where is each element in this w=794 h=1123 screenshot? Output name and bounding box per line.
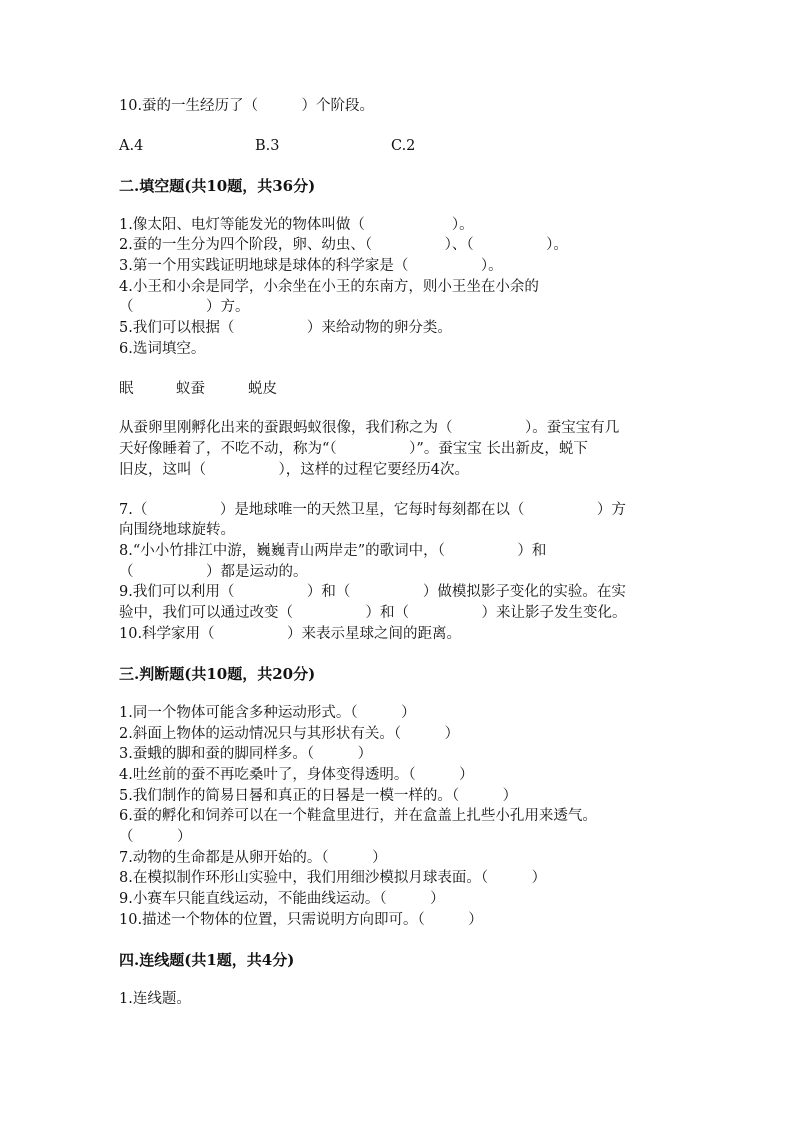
option-c: C.2 xyxy=(391,138,416,154)
option-b: B.3 xyxy=(255,138,280,154)
fill-line: 向围绕地球旋转。 xyxy=(119,522,235,538)
word-choice: 蚁蚕 xyxy=(176,381,205,397)
option-a: A.4 xyxy=(119,138,144,154)
fill-line: 1.像太阳、电灯等能发光的物体叫做（ ）。 xyxy=(119,217,474,233)
word-choice: 眠 xyxy=(119,381,134,397)
word-choice: 蜕皮 xyxy=(248,381,277,397)
judge-line: 9.小赛车只能直线运动，不能曲线运动。（ ） xyxy=(119,891,445,907)
judge-line: 10.描述一个物体的位置，只需说明方向即可。（ ） xyxy=(119,912,483,928)
fill-line: 验中，我们可以通过改变（ ）和（ ）来让影子发生变化。 xyxy=(119,605,627,621)
judge-line: 4.吐丝前的蚕不再吃桑叶了，身体变得透明。（ ） xyxy=(119,767,474,783)
judge-line: 5.我们制作的简易日晷和真正的日晷是一模一样的。（ ） xyxy=(119,788,518,804)
judge-line: （ ） xyxy=(119,829,192,845)
paragraph-line: 从蚕卵里刚孵化出来的蚕跟蚂蚁很像，我们称之为（ ）。蚕宝宝有几 xyxy=(119,420,620,436)
fill-line: 4.小王和小余是同学，小余坐在小王的东南方，则小王坐在小余的 xyxy=(119,279,539,295)
paragraph-line: 天好像睡着了，不吃不动，称为“（ ）”。蚕宝宝 长出新皮，蜕下 xyxy=(119,441,588,457)
section-3-heading: 三.判断题(共10题，共20分) xyxy=(119,665,316,683)
fill-line: 5.我们可以根据（ ）来给动物的卵分类。 xyxy=(119,320,452,336)
judge-line: 3.蚕蛾的脚和蚕的脚同样多。（ ） xyxy=(119,746,373,762)
judge-line: 1.同一个物体可能含多种运动形式。（ ） xyxy=(119,705,416,721)
fill-line: （ ）方。 xyxy=(119,299,250,315)
judge-line: 7.动物的生命都是从卵开始的。（ ） xyxy=(119,850,387,866)
fill-line: （ ）都是运动的。 xyxy=(119,564,308,580)
fill-line: 6.选词填空。 xyxy=(119,341,206,357)
section-4-heading: 四.连线题(共1题，共4分) xyxy=(119,951,295,969)
question-10-stem: 10.蚕的一生经历了（ ）个阶段。 xyxy=(119,98,375,114)
judge-line: 8.在模拟制作环形山实验中，我们用细沙模拟月球表面。（ ） xyxy=(119,870,547,886)
fill-line: 7.（ ）是地球唯一的天然卫星，它每时每刻都在以（ ）方 xyxy=(119,502,626,518)
match-line: 1.连线题。 xyxy=(119,991,191,1007)
fill-line: 10.科学家用（ ）来表示星球之间的距离。 xyxy=(119,626,462,642)
fill-line: 2.蚕的一生分为四个阶段，卵、幼虫、（ ）、（ ）。 xyxy=(119,237,568,253)
section-2-heading: 二.填空题(共10题，共36分) xyxy=(119,177,316,195)
paragraph-line: 旧皮，这叫（ ），这样的过程它要经历4次。 xyxy=(119,462,469,478)
judge-line: 6.蚕的孵化和饲养可以在一个鞋盒里进行，并在盒盖上扎些小孔用来透气。 xyxy=(119,808,597,824)
judge-line: 2.斜面上物体的运动情况只与其形状有关。（ ） xyxy=(119,726,460,742)
fill-line: 3.第一个用实践证明地球是球体的科学家是（ ）。 xyxy=(119,258,503,274)
fill-line: 8.“小小竹排江中游，巍巍青山两岸走”的歌词中，（ ）和 xyxy=(119,543,547,559)
fill-line: 9.我们可以利用（ ）和（ ）做模拟影子变化的实验。在实 xyxy=(119,584,626,600)
